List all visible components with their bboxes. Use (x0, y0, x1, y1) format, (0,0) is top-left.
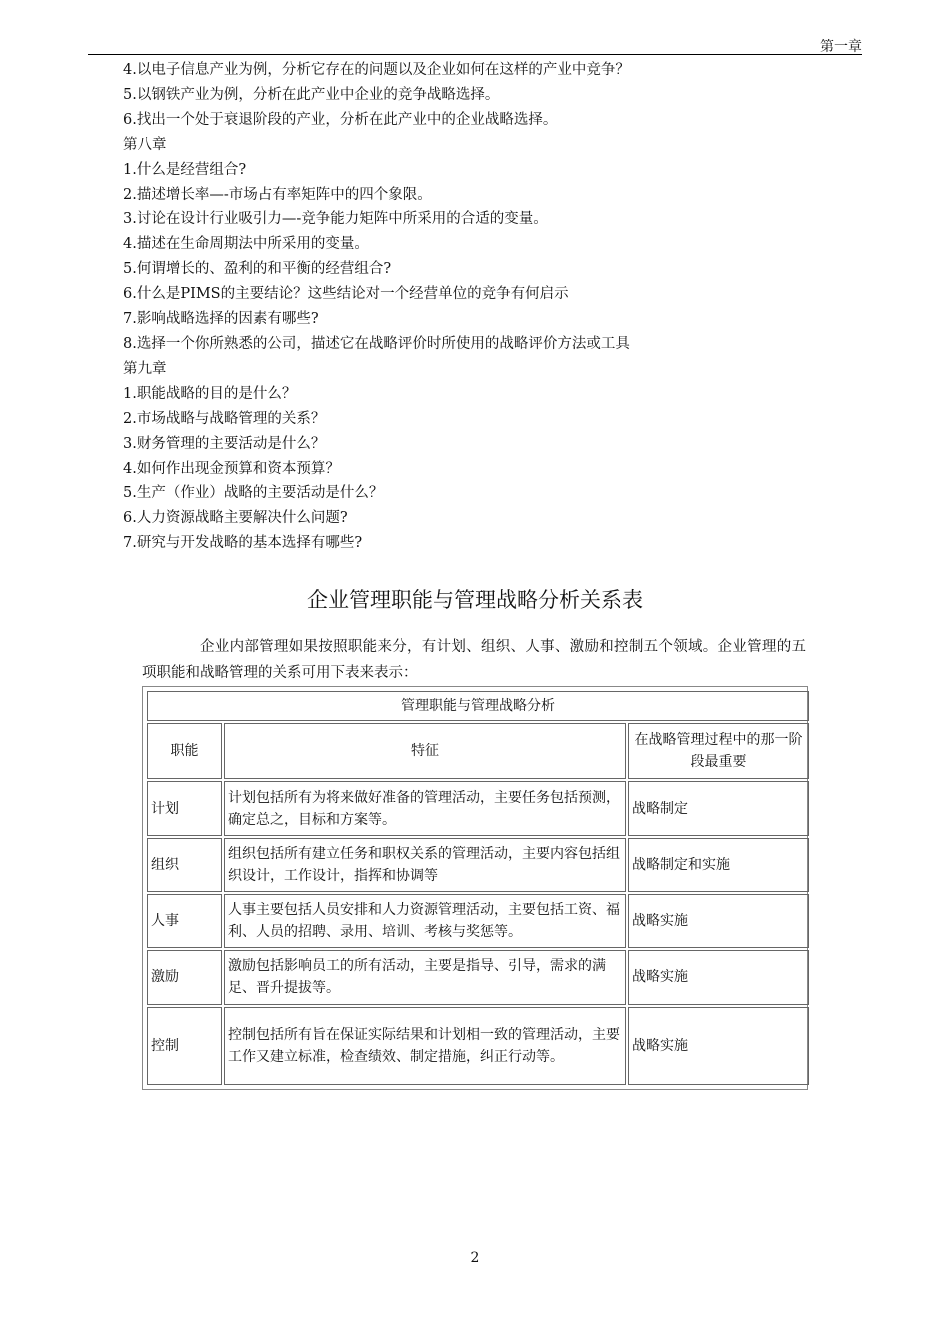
table-row (147, 1007, 809, 1085)
list-item: 1.职能战略的目的是什么？ (123, 385, 297, 402)
list-item: 2.描述增长率—-市场占有率矩阵中的四个象限。 (123, 186, 432, 203)
table-row (147, 781, 809, 835)
table-cell: 控制包括所有旨在保证实际结果和计划相一致的管理活动，主要工作又建立标准，检查绩效、制定措施，纠正行动等。 (224, 1007, 626, 1085)
page-number: 2 (470, 1250, 480, 1266)
list-item: 4.以电子信息产业为例，分析它存在的问题以及企业如何在这样的产业中竞争？ (123, 62, 630, 78)
list-item: 5.以钢铁产业为例，分析在此产业中企业的竞争战略选择。 (123, 86, 500, 103)
table-cell: 战略制定 (628, 781, 809, 835)
column-header: 特征 (224, 723, 626, 779)
table-row (147, 838, 809, 892)
list-item: 6.找出一个处于衰退阶段的产业，分析在此产业中的企业战略选择。 (123, 111, 558, 128)
table-cell: 组织包括所有建立任务和职权关系的管理活动，主要内容包括组织设计，工作设计，指挥和协调等 (224, 838, 626, 892)
list-item: 3.财务管理的主要活动是什么？ (123, 435, 326, 452)
chapter-heading: 第八章 (123, 136, 167, 153)
table-cell: 人事主要包括人员安排和人力资源管理活动，主要包括工资、福利、人员的招聘、录用、培训、考核与奖惩等。 (224, 894, 626, 948)
header-rule (88, 54, 862, 55)
function-strategy-table (142, 686, 808, 1090)
list-item: 8.选择一个你所熟悉的公司，描述它在战略评价时所使用的战略评价方法或工具 (123, 335, 630, 352)
table-cell: 战略制定和实施 (628, 838, 809, 892)
chapter-heading: 第九章 (123, 360, 167, 377)
table-cell: 计划包括所有为将来做好准备的管理活动，主要任务包括预测，确定总之，目标和方案等。 (224, 781, 626, 835)
list-item: 3.讨论在设计行业吸引力—-竞争能力矩阵中所采用的合适的变量。 (123, 211, 548, 228)
list-item: 4.如何作出现金预算和资本预算？ (123, 460, 340, 477)
list-item: 6.什么是PIMS的主要结论？这些结论对一个经营单位的竞争有何启示 (123, 286, 569, 303)
table-caption-row (147, 691, 809, 721)
list-item: 2.市场战略与战略管理的关系？ (123, 410, 326, 427)
list-item: 7.研究与开发战略的基本选择有哪些? (123, 535, 363, 552)
list-item: 7.影响战略选择的因素有哪些? (123, 311, 319, 328)
table-cell: 计划 (147, 781, 222, 835)
table-cell: 激励 (147, 950, 222, 1004)
table-cell: 控制 (147, 1007, 222, 1085)
table-cell: 激励包括影响员工的所有活动，主要是指导、引导，需求的满足、晋升提拔等。 (224, 950, 626, 1004)
list-item: 5.何谓增长的、盈利的和平衡的经营组合? (123, 261, 392, 278)
table-cell: 人事 (147, 894, 222, 948)
table-caption: 管理职能与管理战略分析 (147, 691, 809, 721)
list-item: 5.生产（作业）战略的主要活动是什么？ (123, 485, 384, 502)
table-cell: 战略实施 (628, 950, 809, 1004)
intro-paragraph: 企业内部管理如果按照职能来分，有计划、组织、人事、激励和控制五个领域。企业管理的五项职能和战略管理的关系可用下表来表示： (142, 639, 806, 681)
table-cell: 战略实施 (628, 1007, 809, 1085)
table-row (147, 894, 809, 948)
table-cell: 组织 (147, 838, 222, 892)
column-header: 职能 (147, 723, 222, 779)
list-item: 1.什么是经营组合? (123, 161, 247, 178)
running-header-chapter: 第一章 (820, 39, 862, 55)
column-header: 在战略管理过程中的那一阶段最重要 (628, 723, 809, 779)
list-item: 4.描述在生命周期法中所采用的变量。 (123, 236, 369, 253)
table-cell: 战略实施 (628, 894, 809, 948)
section-title: 企业管理职能与管理战略分析关系表 (307, 588, 643, 612)
question-list (123, 58, 843, 556)
list-item: 6.人力资源战略主要解决什么问题? (123, 510, 348, 527)
table-row (147, 950, 809, 1004)
table-header-row (147, 723, 809, 779)
